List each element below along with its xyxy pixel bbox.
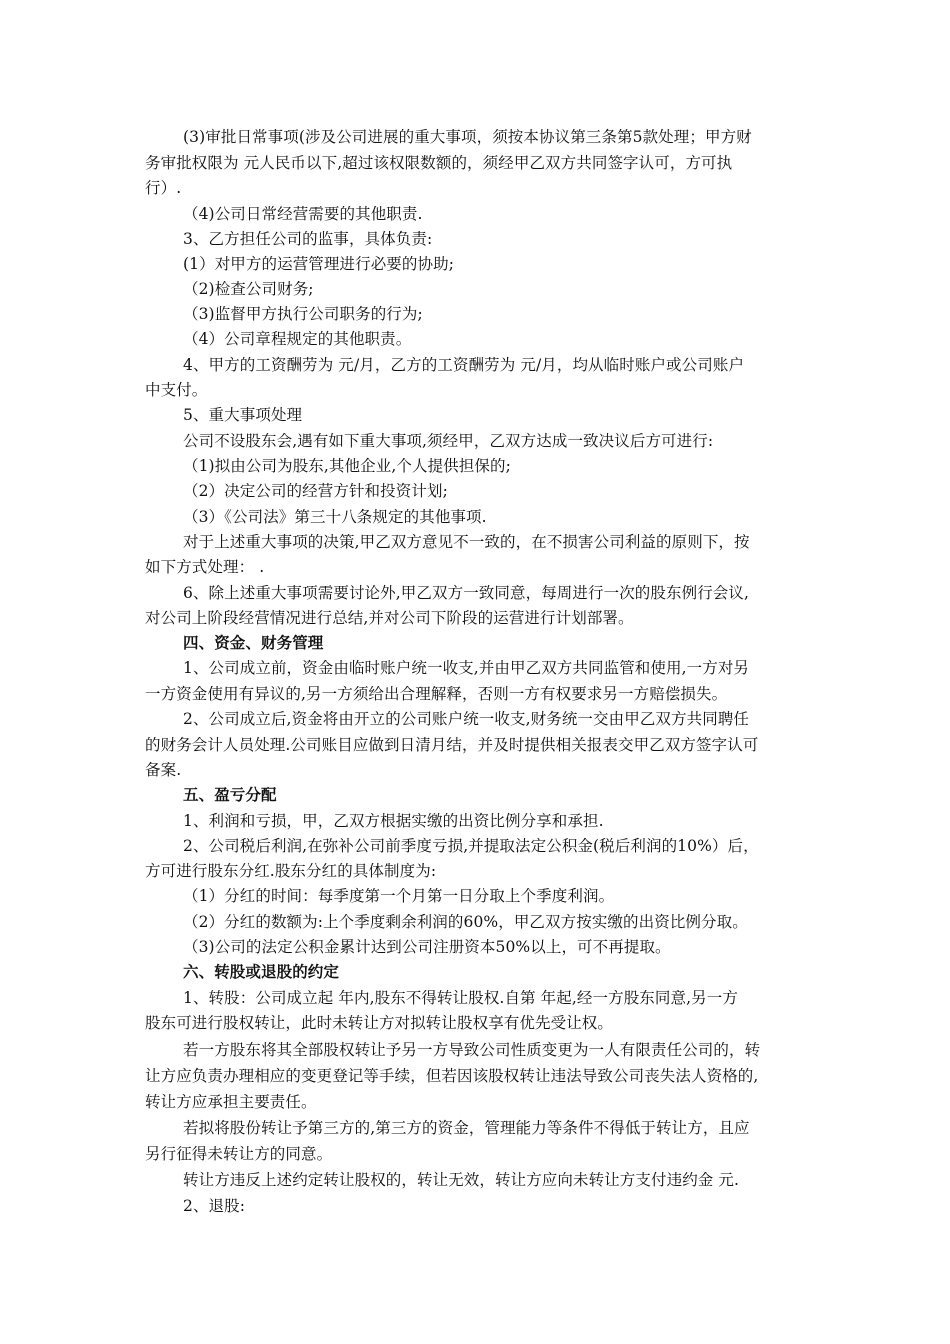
document-line: 4、甲方的工资酬劳为 元/月，乙方的工资酬劳为 元/月，均从临时账户或公司账户	[183, 356, 745, 374]
document-line: 对于上述重大事项的决策,甲乙双方意见不一致的，在不损害公司利益的原则下，按	[183, 533, 750, 551]
document-line: （1)拟由公司为股东,其他企业,个人提供担保的;	[183, 457, 511, 475]
document-line: 2、退股:	[183, 1197, 246, 1215]
document-line: 3、乙方担任公司的监事，具体负责:	[183, 230, 433, 248]
document-line: 1、转股：公司成立起 年内,股东不得转让股权.自第 年起,经一方股东同意,另一方	[183, 989, 738, 1007]
document-line: (1）对甲方的运营管理进行必要的协助;	[183, 255, 455, 273]
document-line: （3)监督甲方执行公司职务的行为;	[183, 305, 423, 323]
document-line: （3）《公司法》第三十八条规定的其他事项.	[183, 508, 487, 526]
document-line: （2）分红的数额为:上个季度剩余利润的60%，甲乙双方按实缴的出资比例分取。	[183, 913, 748, 931]
document-line: 行）.	[145, 179, 182, 197]
document-line: 5、重大事项处理	[183, 406, 303, 424]
document-line: 股东可进行股权转让，此时未转让方对拟转让股权享有优先受让权。	[145, 1014, 614, 1032]
document-line: 备案.	[145, 761, 182, 779]
document-line: 2、公司成立后,资金将由开立的公司账户统一收支,财务统一交由甲乙双方共同聘任	[183, 710, 750, 728]
document-line: 若一方股东将其全部股权转让予另一方导致公司性质变更为一人有限责任公司的，转	[183, 1041, 761, 1059]
document-line: 1、公司成立前，资金由临时账户统一收支,并由甲乙双方共同监管和使用,一方对另	[183, 659, 750, 677]
document-line: (3)审批日常事项(涉及公司进展的重大事项，须按本协议第三条第5款处理；甲方财	[183, 128, 752, 146]
document-line: 2、公司税后利润,在弥补公司前季度亏损,并提取法定公积金(税后利润的10%）后，	[183, 837, 759, 855]
document-line: 1、利润和亏损，甲，乙双方根据实缴的出资比例分享和承担.	[183, 812, 604, 830]
document-line: （2)检查公司财务;	[183, 280, 314, 298]
document-line: （4)公司日常经营需要的其他职责.	[183, 205, 423, 223]
document-line: 一方资金使用有异议的,另一方须给出合理解释，否则一方有权要求另一方赔偿损失。	[145, 685, 728, 703]
document-line: 另行征得未转让方的同意。	[145, 1145, 333, 1163]
document-line: 转让方违反上述约定转让股权的，转让无效，转让方应向未转让方支付违约金 元.	[183, 1171, 740, 1189]
document-line: 转让方应承担主要责任。	[145, 1093, 317, 1111]
document-line: 对公司上阶段经营情况进行总结,并对公司下阶段的运营进行计划部署。	[145, 609, 634, 627]
document-line: 若拟将股份转让予第三方的,第三方的资金，管理能力等条件不得低于转让方，且应	[183, 1119, 750, 1137]
document-line: 如下方式处理： .	[145, 558, 265, 576]
document-line: （4）公司章程规定的其他职责。	[183, 330, 412, 348]
section-heading: 六、转股或退股的约定	[183, 962, 340, 981]
document-line: 公司不设股东会,遇有如下重大事项,须经甲，乙双方达成一致决议后方可进行:	[183, 432, 714, 450]
document-line: （1）分红的时间：每季度第一个月第一日分取上个季度利润。	[183, 887, 615, 905]
document-line: 6、除上述重大事项需要讨论外,甲乙双方一致同意，每周进行一次的股东例行会议,	[183, 584, 750, 602]
document-line: （3)公司的法定公积金累计达到公司注册资本50%以上，可不再提取。	[183, 938, 671, 956]
section-heading: 四、资金、财务管理	[183, 633, 324, 652]
document-line: （2）决定公司的经营方针和投资计划;	[183, 482, 448, 500]
document-line: 的财务会计人员处理.公司账目应做到日清月结，并及时提供相关报表交甲乙双方签字认可	[145, 736, 759, 754]
document-line: 方可进行股东分红.股东分红的具体制度为:	[145, 862, 437, 880]
section-heading: 五、盈亏分配	[183, 785, 277, 804]
document-line: 务审批权限为 元人民币以下,超过该权限数额的，须经甲乙双方共同签字认可，方可执	[145, 154, 733, 172]
document-line: 让方应负责办理相应的变更登记等手续，但若因该股权转让违法导致公司丧失法人资格的,	[145, 1067, 759, 1085]
document-line: 中支付。	[145, 381, 208, 399]
